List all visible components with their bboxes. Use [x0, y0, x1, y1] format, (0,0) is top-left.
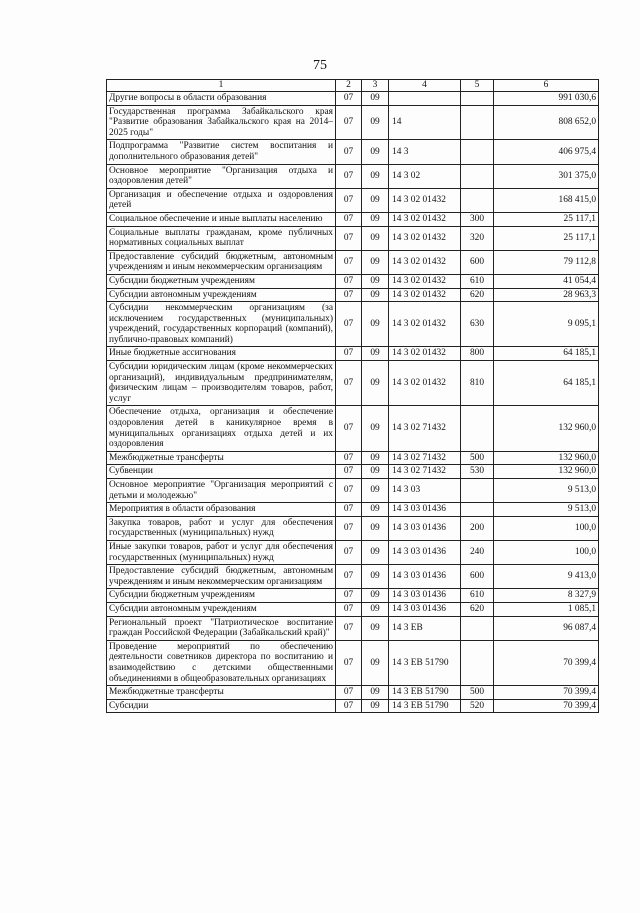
target-article-code: 14 3 EB 51790: [389, 686, 461, 700]
section-code: 07: [336, 540, 362, 564]
expense-type-code: 300: [461, 212, 494, 226]
amount: 132 960,0: [494, 451, 599, 465]
expense-type-code: 530: [461, 465, 494, 479]
subsection-code: 09: [362, 465, 389, 479]
row-name: Проведение мероприятий по обеспечению деятельности советников директора по воспитанию и взаимодействию с детскими общественными объединениями в общеобразовательных организациях: [107, 640, 336, 685]
section-code: 07: [336, 686, 362, 700]
expense-type-code: [461, 105, 494, 140]
table-row: [107, 140, 599, 164]
table-row: [107, 274, 599, 288]
target-article-code: 14 3 03 01436: [389, 602, 461, 616]
row-name: Субвенции: [107, 465, 336, 479]
table-row: [107, 589, 599, 603]
row-name: Организация и обеспечение отдыха и оздоровления детей: [107, 188, 336, 212]
section-code: 07: [336, 465, 362, 479]
subsection-code: 09: [362, 361, 389, 406]
column-header: 2: [336, 80, 362, 92]
target-article-code: 14 3 EB: [389, 616, 461, 640]
table-row: [107, 188, 599, 212]
expense-type-code: 500: [461, 451, 494, 465]
section-code: 07: [336, 516, 362, 540]
budget-table: [106, 79, 599, 713]
row-name: Межбюджетные трансферты: [107, 451, 336, 465]
table-row: [107, 602, 599, 616]
expense-type-code: 240: [461, 540, 494, 564]
target-article-code: 14 3: [389, 140, 461, 164]
row-name: Иные закупки товаров, работ и услуг для обеспечения государственных (муниципальных) нужд: [107, 540, 336, 564]
table-row: [107, 250, 599, 274]
expense-type-code: 630: [461, 302, 494, 347]
table-row: [107, 465, 599, 479]
subsection-code: 09: [362, 406, 389, 451]
target-article-code: 14 3 02: [389, 164, 461, 188]
row-name: Основное мероприятие "Организация отдыха и оздоровления детей": [107, 164, 336, 188]
expense-type-code: 600: [461, 565, 494, 589]
table-row: [107, 565, 599, 589]
amount: 79 112,8: [494, 250, 599, 274]
section-code: 07: [336, 288, 362, 302]
column-header: 1: [107, 80, 336, 92]
table-row: [107, 699, 599, 713]
target-article-code: 14 3 02 01432: [389, 361, 461, 406]
section-code: 07: [336, 699, 362, 713]
amount: 96 087,4: [494, 616, 599, 640]
table-row: [107, 302, 599, 347]
expense-type-code: 500: [461, 686, 494, 700]
subsection-code: 09: [362, 640, 389, 685]
section-code: 07: [336, 640, 362, 685]
amount: 25 117,1: [494, 226, 599, 250]
row-name: Мероприятия в области образования: [107, 503, 336, 517]
amount: 9 513,0: [494, 503, 599, 517]
subsection-code: 09: [362, 105, 389, 140]
section-code: 07: [336, 164, 362, 188]
column-header: 5: [461, 80, 494, 92]
subsection-code: 09: [362, 540, 389, 564]
subsection-code: 09: [362, 347, 389, 361]
expense-type-code: [461, 164, 494, 188]
row-name: Региональный проект "Патриотическое воспитание граждан Российской Федерации (Забайкальский край)": [107, 616, 336, 640]
subsection-code: 09: [362, 274, 389, 288]
section-code: 07: [336, 92, 362, 106]
target-article-code: 14 3 02 01432: [389, 250, 461, 274]
section-code: 07: [336, 451, 362, 465]
amount: 1 085,1: [494, 602, 599, 616]
target-article-code: 14 3 03: [389, 479, 461, 503]
section-code: 07: [336, 347, 362, 361]
table-row: [107, 451, 599, 465]
amount: 132 960,0: [494, 465, 599, 479]
page-number: 75: [313, 58, 327, 73]
row-name: Субсидии бюджетным учреждениям: [107, 274, 336, 288]
table-row: [107, 288, 599, 302]
amount: 8 327,9: [494, 589, 599, 603]
target-article-code: 14 3 02 01432: [389, 188, 461, 212]
row-name: Субсидии бюджетным учреждениям: [107, 589, 336, 603]
section-code: 07: [336, 302, 362, 347]
section-code: 07: [336, 479, 362, 503]
subsection-code: 09: [362, 451, 389, 465]
row-name: Социальные выплаты гражданам, кроме публичных нормативных социальных выплат: [107, 226, 336, 250]
expense-type-code: 620: [461, 288, 494, 302]
row-name: Основное мероприятие "Организация мероприятий с детьми и молодежью": [107, 479, 336, 503]
expense-type-code: [461, 140, 494, 164]
amount: 25 117,1: [494, 212, 599, 226]
target-article-code: 14 3 EB 51790: [389, 699, 461, 713]
target-article-code: 14 3 02 01432: [389, 347, 461, 361]
subsection-code: 09: [362, 164, 389, 188]
row-name: Субсидии автономным учреждениям: [107, 602, 336, 616]
amount: 301 375,0: [494, 164, 599, 188]
subsection-code: 09: [362, 602, 389, 616]
table-row: [107, 347, 599, 361]
subsection-code: 09: [362, 699, 389, 713]
row-name: Социальное обеспечение и иные выплаты населению: [107, 212, 336, 226]
amount: 9 513,0: [494, 479, 599, 503]
target-article-code: 14 3 03 01436: [389, 565, 461, 589]
expense-type-code: [461, 616, 494, 640]
row-name: Субсидии некоммерческим организациям (за исключением государственных (муниципальных) учреждений, государственных корпораций (компаний), публично-правовых компаний): [107, 302, 336, 347]
subsection-code: 09: [362, 212, 389, 226]
amount: 64 185,1: [494, 347, 599, 361]
amount: 100,0: [494, 516, 599, 540]
target-article-code: [389, 92, 461, 106]
subsection-code: 09: [362, 226, 389, 250]
subsection-code: 09: [362, 589, 389, 603]
subsection-code: 09: [362, 92, 389, 106]
target-article-code: 14 3 02 01432: [389, 302, 461, 347]
expense-type-code: [461, 406, 494, 451]
amount: 70 399,4: [494, 686, 599, 700]
table-row: [107, 212, 599, 226]
row-name: Субсидии автономным учреждениям: [107, 288, 336, 302]
section-code: 07: [336, 602, 362, 616]
amount: 808 652,0: [494, 105, 599, 140]
amount: 41 054,4: [494, 274, 599, 288]
table-row: [107, 406, 599, 451]
table-body: [107, 80, 599, 713]
subsection-code: 09: [362, 250, 389, 274]
section-code: 07: [336, 212, 362, 226]
target-article-code: 14 3 03 01436: [389, 540, 461, 564]
subsection-code: 09: [362, 188, 389, 212]
subsection-code: 09: [362, 516, 389, 540]
section-code: 07: [336, 274, 362, 288]
section-code: 07: [336, 361, 362, 406]
target-article-code: 14 3 02 71432: [389, 451, 461, 465]
table-row: [107, 164, 599, 188]
expense-type-code: 810: [461, 361, 494, 406]
row-name: Другие вопросы в области образования: [107, 92, 336, 106]
subsection-code: 09: [362, 565, 389, 589]
subsection-code: 09: [362, 140, 389, 164]
table-row: [107, 616, 599, 640]
row-name: Предоставление субсидий бюджетным, автономным учреждениям и иным некоммерческим организациям: [107, 565, 336, 589]
target-article-code: 14 3 02 01432: [389, 288, 461, 302]
table-row: [107, 105, 599, 140]
subsection-code: 09: [362, 686, 389, 700]
section-code: 07: [336, 105, 362, 140]
target-article-code: 14 3 02 01432: [389, 274, 461, 288]
section-code: 07: [336, 616, 362, 640]
amount: 132 960,0: [494, 406, 599, 451]
row-name: Предоставление субсидий бюджетным, автономным учреждениям и иным некоммерческим организациям: [107, 250, 336, 274]
table-row: [107, 516, 599, 540]
expense-type-code: 620: [461, 602, 494, 616]
target-article-code: 14 3 03 01436: [389, 589, 461, 603]
row-name: Субсидии: [107, 699, 336, 713]
row-name: Иные бюджетные ассигнования: [107, 347, 336, 361]
expense-type-code: [461, 503, 494, 517]
section-code: 07: [336, 140, 362, 164]
amount: 168 415,0: [494, 188, 599, 212]
section-code: 07: [336, 250, 362, 274]
target-article-code: 14 3 02 01432: [389, 226, 461, 250]
amount: 9 095,1: [494, 302, 599, 347]
amount: 64 185,1: [494, 361, 599, 406]
table-row: [107, 503, 599, 517]
expense-type-code: 200: [461, 516, 494, 540]
section-code: 07: [336, 226, 362, 250]
amount: 70 399,4: [494, 640, 599, 685]
column-header: 3: [362, 80, 389, 92]
table-row: [107, 540, 599, 564]
expense-type-code: 610: [461, 274, 494, 288]
section-code: 07: [336, 503, 362, 517]
row-name: Обеспечение отдыха, организация и обеспечение оздоровления детей в каникулярное время в муниципальных организациях отдыха детей и их оздоровления: [107, 406, 336, 451]
amount: 28 963,3: [494, 288, 599, 302]
row-name: Субсидии юридическим лицам (кроме некоммерческих организаций), индивидуальным предпринимателям, физическим лицам – производителям товаров, работ, услуг: [107, 361, 336, 406]
amount: 9 413,0: [494, 565, 599, 589]
row-name: Межбюджетные трансферты: [107, 686, 336, 700]
target-article-code: 14 3 EB 51790: [389, 640, 461, 685]
amount: 70 399,4: [494, 699, 599, 713]
expense-type-code: [461, 640, 494, 685]
section-code: 07: [336, 589, 362, 603]
table-row: [107, 686, 599, 700]
amount: 991 030,6: [494, 92, 599, 106]
section-code: 07: [336, 188, 362, 212]
column-header: 6: [494, 80, 599, 92]
target-article-code: 14: [389, 105, 461, 140]
target-article-code: 14 3 03 01436: [389, 503, 461, 517]
table-row: [107, 92, 599, 106]
amount: 100,0: [494, 540, 599, 564]
expense-type-code: 600: [461, 250, 494, 274]
column-header: 4: [389, 80, 461, 92]
target-article-code: 14 3 02 01432: [389, 212, 461, 226]
table-row: [107, 640, 599, 685]
header-row: [107, 80, 599, 92]
expense-type-code: [461, 188, 494, 212]
table-row: [107, 479, 599, 503]
subsection-code: 09: [362, 288, 389, 302]
target-article-code: 14 3 02 71432: [389, 465, 461, 479]
table-row: [107, 361, 599, 406]
subsection-code: 09: [362, 479, 389, 503]
subsection-code: 09: [362, 616, 389, 640]
subsection-code: 09: [362, 503, 389, 517]
expense-type-code: 800: [461, 347, 494, 361]
expense-type-code: [461, 479, 494, 503]
subsection-code: 09: [362, 302, 389, 347]
table-row: [107, 226, 599, 250]
expense-type-code: 320: [461, 226, 494, 250]
section-code: 07: [336, 565, 362, 589]
amount: 406 975,4: [494, 140, 599, 164]
expense-type-code: [461, 92, 494, 106]
section-code: 07: [336, 406, 362, 451]
expense-type-code: 520: [461, 699, 494, 713]
row-name: Подпрограмма "Развитие систем воспитания и дополнительного образования детей": [107, 140, 336, 164]
expense-type-code: 610: [461, 589, 494, 603]
row-name: Государственная программа Забайкальского края "Развитие образования Забайкальского края на 2014–2025 годы": [107, 105, 336, 140]
target-article-code: 14 3 03 01436: [389, 516, 461, 540]
row-name: Закупка товаров, работ и услуг для обеспечения государственных (муниципальных) нужд: [107, 516, 336, 540]
target-article-code: 14 3 02 71432: [389, 406, 461, 451]
